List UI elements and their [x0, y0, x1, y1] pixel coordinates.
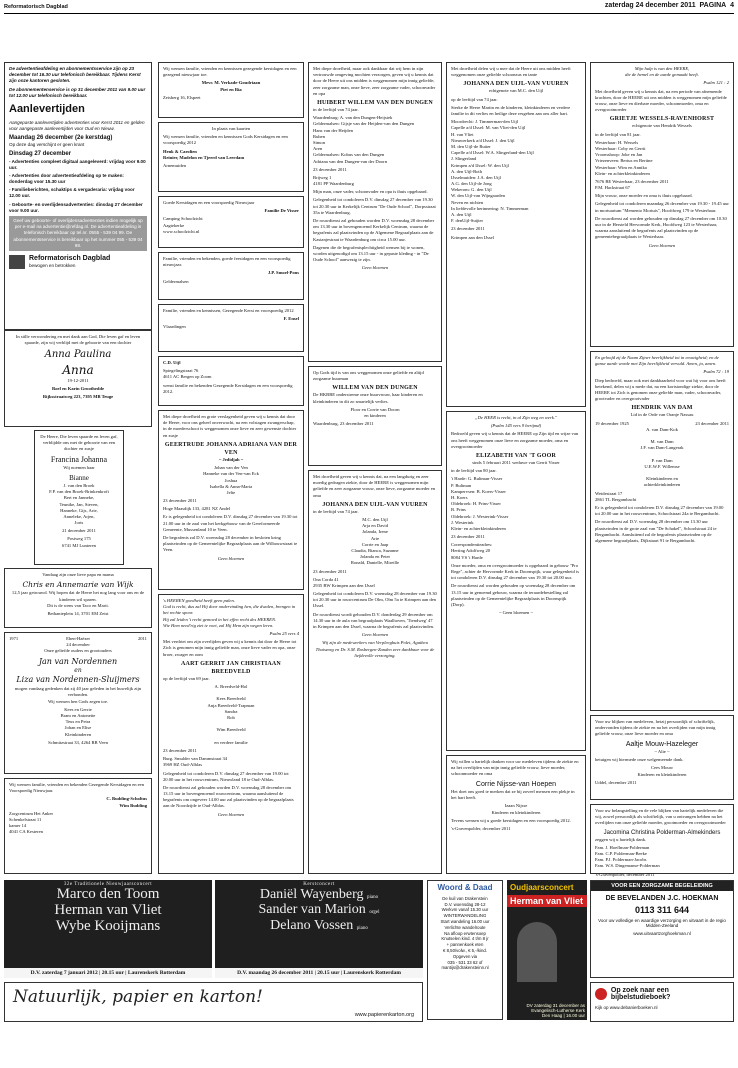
- papier-karton-ad: Natuurlijk, papier en karton! www.papierenkarton.org: [4, 982, 423, 1022]
- obituary-grietje: Mijn hulp is van den HEERE, die de hemel en de aarde gemaakt heeft. Psalm 121 : 2 Met droefheid geven wij u kennis dat, na een periode van afnemende krachten, door de HEERE uit ons midden is weggenomen mijn geliefde vrouw, onze lieve en dierbare moeder, schoonmoeder, oma en overgrootmoeder GRIETJE WESSELS-RAVENHORST echtgenote van Hendrik Wessels in de leeftijd van 81 jaar. Westerhaar: H. Wessels Westerhaar: Coby en Gerrit Vroomshoop: Joke en Jan Vriezenveen: Bertus en Bertine Westerhaar: Wim en Annika Klein- en achterkleinkinderen 7676 BE Westerhaar, 23 december 2011 P.M. Hackstraat 67 Mijn vrouw, onze moeder en oma is thuis opgebaard. Gelegenheid tot condoleren maandag 26 december van 19.30 - 19.45 uur in mortuarium "Memento Mortuis", Hoofdweg 179 te Westerhaar. De rouwdienst zal worden gehouden op dinsdag 27 december om 10.30 uur in de Hersteld Hervormde Kerk, Hoofdweg 123 te Westerhaar, waarna aansluitend de begrafenis zal plaatsvinden op de gemeentebegraafplaats te Westerhaar. Geen bloemen: [590, 62, 734, 347]
- obituary-aart: 's HEEREN goedheid heeft geen palen. God is recht, dus zal Hij door ondervinding hen, die dwalen, brengen in het rechte spoor. Hij zal leiden 't recht gemoed in het effen recht des HEEREN. Wie Hem need'rig ziet te voet, zal Hij Hem zijn wegen leren. Psalm 25 vers 4 Met verdriet om zijn overlijden geven wij u kennis dat door de Heere tot Zich is genomen mijn innig geliefde man, onze lieve vader en opa, onze broer, zwager en oom AART GERRIT JAN CHRISTIAAN BREEDVELD op de leeftijd van 69 jaar. A. Breedveld-Hol Kees Breedveld Anja Breedveld-Trapman Sandra Rob Wim Breedveld en verdere familie 23 december 2011 Burg. Smulder van Dammstraat 34 3969 HZ Oud-Alblas Gelegenheid tot condoleren D.V. dinsdag 27 december van 19.00 tot 20.00 uur in het rouwcentrum, Nieuwland 18 te Oud-Alblas. De rouwdienst zal gehouden worden D.V. woensdag 28 december om 13.15 uur in bovengenoemd rouwcentrum, waarna aansluitend de begrafenis om ongeveer 14.00 uur zal plaatsvinden op de begraafplaats aan de Noordzijde te Oud-Alblas. Geen bloemen: [158, 594, 304, 874]
- greeting-leerdam: In plaats van kaarten Wij wensen familie, vrienden en kennissen Gods Kerstdagen en een voorspoedig 2012 Henk & Carolien Reinier, Madelon en Tjeerd van Leerdam Arnemuiden: [158, 122, 304, 192]
- obituary-huibert: Met diepe droefheid, maar ook dankbaar dat wij hem in zijn vertrouwde omgeving mochten verzorgen, geven wij u kennis dat door de Heere uit ons midden is weggenomen mijn innig geliefde, zeer zorgzame man, onze lieve, zeer zorgzame vader, schoonvader en opa HUIBERT WILLEM VAN DEN DUNGEN in de leeftijd van 74 jaar. Waardenburg: A. van den Dungen-Heijstek Geldermalsen: Gijsje van der Heijden-van den Dungen Hans van der Heijden Ruben Simon Aren Geldermalsen: Kobus van den Dungen Adriana van den Dungen-van der Doorn 23 december 2011 Brijweg 1 4181 PP Waardenburg Mijn man, onze vader, schoonvader en opa is thuis opgebaard. Gelegenheid tot condoleren D.V. dinsdag 27 december van 19.30 tot 20.30 uur in Kerkelijk Centrum "De Oude School", Dorpsstraat 35a te Waardenburg. De rouwdienst zal gehouden worden D.V. woensdag 28 december om 13.30 uur in bovengenoemd Kerkelijk Centrum, waarna de begrafenis zal plaatsvinden op de Algemene Begraafplaats aan de Kastanjestraat te Waardenburg om circa 15.00 uur. Dagenen die de begrafenisplechtigheid wensen bij te wonen, worden uitgenodigd om 13.15 uur - in gepaste kleding - in "De Oude School" aanwezig te zijn. Geen bloemen: [308, 62, 442, 362]
- obituary-elizabeth: „De HEER is recht, in al Zijn weg en werk." (Psalm 145 vers 9 berijmd) Bedroefd geven wij u kennis dat de HEERE op Zijn tijd en wijze van ons heeft weggenomen onze lieve en zorgzame moeder, oma en overgrootmoeder ELIZABETH VAN 'T GOOR sinds 5 februari 2011 weduwe van Gerrit Visser in de leeftijd van 80 jaar. 't Harde: G. Bultman-Visser P. Bultman Kampervsen: B. Koers-Visser H. Koers Oldebroek: H. Prins-Visser B. Prins Oldebroek: J. Westerink-Visser J. Westerink Klein- en achterkleinkinderen 23 december 2011 Correspondentieadres: Herting Adolfweg 20 8084 VS 't Harde Onze moeder, oma en overgrootmoeder is opgebaard in gebouw "Pro Rege", achter de Hervormde Kerk in Doornspijk, waar gelegenheid is tot condoleren D.V. dinsdag 27 december van 19.30 tot 20.00 uur. De rouwdienst zal worden gehouden op woensdag 28 december om 13.15 uur in genoemd gebouw, waarna de teraardebestelling zal plaatsvinden op de Gemeentelijke Begraafplaats in Doornspijk (Dorp). ~ Geen bloemen ~: [446, 411, 586, 751]
- obituary-hendrik: En geloofd zij de Naam Zijner heerlijkheid tot in eeuwigheid; en de ganse aarde worde met Zijn heerlijkheid vervuld. Amen, ja, amen. Psalm 72 : 19 Diep bedroefd, maar ook met dankbaarheid voor wat hij voor ons heeft betekend, delen wij u mede dat, na een kortstondige ziekte, door de HEERE tot Zich is genomen onze geliefde man, vader, schoonvader, grootvader en overgrootvader HENDRIK VAN DAM Lid in de Orde van Oranje Nassau 19 december 1925 23 december 2011 A. van Dam-Kok M. van Dam J.F. van Dam-Langerak P. van Dam U.E.W.F. Willemse Kleinkinderen en achterkleinkinderen Weidestraat 17 2861 TL Bergambacht Er is gelegenheid tot condoleren D.V. dinsdag 27 december van 19.00 tot 20.00 uur in het rouwcentrum, Schoolstraat 24a te Bergambacht. De rouwdienst zal D.V. woensdag 28 december om 13.30 uur plaatsvinden in de grote zaal van "De Schakel", Schoolstraat 24 te Bergambacht. Aansluitend zal de begrafenis plaatsvinden op de algemene begraafplaats, Dijkstaart 91 te Bergambacht.: [590, 351, 734, 711]
- birth-francina: De Heere, Die leven spaarde en leven gaf, verblijdde ons met de geboorte van een dochter en zusje Francina Johanna Wij noemen haar Bianne J. van den Broek F.P. van den Broek-Brinkenkroft Bert en Janneke, Teunike, Jan, Steven, Hanneke, Gijs, Arie, Anneleke, Arjen, Joris 21 december 2011 Postweg 175 6741 MJ Lunteren: [34, 430, 124, 565]
- greeting-ensel: Familie, vrienden en kennissen, Gezegende Kerst en voorspoedig 2012 F. Ensel Vlaardingen: [158, 304, 304, 352]
- obituary-johanna-family: Met droefheid delen wij u mee dat de Heere uit ons midden heeft weggenomen onze geliefde schoonzus en tante JOHANNA DEN UIJL-VAN VUUREN echtgenote van M.C. den Uijl op de leeftijd van 74 jaar. Sterke de Heere Martin en de kinderen, kleinkinderen en verdere familie in dit verlies en heilige deze resgeben aan ons aller hart. Moordrecht: J. Timmerman-den Uijl Capelle a/d IJssel: M. van Vliet-den Uijl H. van Vliet Nieuwerkerk a/d IJssel: J. den Uijl M. den Uijl-de Ruiter Capelle a/d IJssel: W.A. Slingerland-den Uijl J. Slingerland Krimpen a/d IJssel: W. den Uijl A. den Uijl-Both IJsselmuiden: J.A. den Uijl A.G. den Uijl-de Jong Wekerom: G. den Uijl W. den Uijl-van Wijngaarden Neven en nichten In liefdevolle herinnering: N. Timmerman A. den Uijl F. denUijl-Sutjter 23 december 2011 Krimpen aan den IJssel: [446, 62, 586, 407]
- portrait-image: [517, 922, 557, 982]
- greeting-devisser: Goede Kerstdagen en een voorspoedig Nieuwjaar Familie De Visser Camping Schoolzicht Aagtekerke www.schoolzicht.nl: [158, 196, 304, 248]
- anniversary-chris: Vandaag zijn onze lieve papa en mama Chris en Annemarie van Wijk 12,5 jaar getrouwd. Wij hopen dat de Heere het nog lang voor ons en de kinderen wil sparen. Dit is de wens van Taco en Marit. Bethanieplein 14, 3701 EM Zeist: [4, 568, 152, 628]
- gray-note: Geef uw geboorte- of overlijdensadvertenties indien mogelijk op per e-mail na advertentie@refdag.nl. De advertentieafdeling is telefonisch bereikbaar op tel.nr. 0555 - 539 04 99. De abonnementsservice is bereikbaar op het nummer 055 - 539 04 98.: [9, 216, 147, 251]
- logo-icon: [9, 255, 25, 269]
- woord-daad-logo: Woord & Daad: [437, 883, 493, 892]
- service-notice: De advertentieafdeling en abonnementsservice zijn op 23 december tot 16.30 uur telefonisch bereikbaar. Tijdens Kerst zijn onze kantoren gesloten. De abonnementenservice is op 31 december 2011 van 9.00 uur tot 12.00 uur telefonisch bereikbaar. Aanlevertijden Aangepaste aanlevertijden advertenties voor Kerst 2011 en gelden voor aangepaste aanlevertijden voor Oud en Nieuw. Maandag 26 december (2e kerstdag) Op deze dag verschijnt er geen krant Dinsdag 27 december - Advertenties compleet digitaal aangeleverd: vrijdag voor 9.00 uur. - Advertenties door advertentieafdeling op te maken: donderdag voor 15.30 uur - Familieberichten, schaktips & vergaderaria: vrijdag voor 12.00 uur. - Geboorte- en overlijdensadvertenties: dinsdag 27 december voor 9.00 uur. Geef uw geboorte- of overlijdensadvertenties indien mogelijk op per e-mail na advertentie@refdag.nl. De advertentieafdeling is telefonisch bereikbaar op tel.nr. 0555 - 539 04 99. De abonnementsservice is bereikbaar op het nummer 055 - 539 04 98. Reformatorisch Dagblad bewogen en betrokken: [4, 62, 152, 330]
- thanks-aaltje: Voor uw blijken van medeleven, hetzij persoonlijk of schriftelijk, ondervonden tijdens de ziekte en na het overlijden van mijn innig geliefde vrouw, onze lieve moeder en oma Aaltje Mouw-Hazeleger ~ Alie ~ betuigen wij hiermede onze welgemeende dank. Cees Mouw Kinderen en kleinkinderen Uddel, december 2011: [590, 715, 734, 800]
- greeting-smoel: Familie, vrienden en bekenden, goede feestdagen en een voorspoedig nieuwjaar. J.P. Smoel-Pons Geldermalsen: [158, 252, 304, 300]
- greeting-uijl: C.D. Uijl Spiegelingstraat 76 4611 AC Bergen op Zoom wenst familie en bekenden Gezegende Kerstdagen en een voorspoedig 2012.: [158, 356, 304, 406]
- anniversary-jan: 1971 Eben-Haëzer 24 december 2011 Onze geliefde ouders en grootouders Jan van Nordennen en Liza van Nordennen-Sluijmers mogen vandaag gedenken dat zij 40 jaar geleden in het huwelijk zijn verbonden. Wij wensen hen Gods zegen toe. Kees en Gerrie Bram en Antonette Teus en Petra Johan en Elise Kleinkinderen Schmitzstraat 33, 4264 RB Veen: [4, 632, 152, 774]
- oudjaar-concert-ad: Oudjaarsconcert Herman van Vliet DV zaterdag 31 december as Evangelisch-Lutherse Kerk Den Haag | 16.00 uur: [507, 880, 587, 1020]
- obituary-geertrude: Met diepe droefheid en grote verslagenheid geven wij u kennis dat door de Heere, voor ons geheel onverwacht, na een volstagen zwangerschap, in de moederschoot is weggenomen onze lieve en zeer gewenste dochter en zusje GEERTRUDE JOHANNA ADRIANA VAN DER VEN ~ Jedidjah ~ Johan van der Ven Hanneke van der Ven-van Eck Joshua Isabella & Anna-Maria Jelte 23 december 2011 Hoge Maasdijk 133, 4281 NZ Andel Er is gelegenheid tot condoleren D.V. dinsdag 27 december van 19.30 tot 21.00 uur in de zaal van het kerkgebouw van de Gereformeerde Gemeente, Mussenland 10 te Veen. De begrafenis zal D.V. woensdag 28 december in besloten kring plaatsvinden op de Gemeentelijke Begraafplaats aan de Wilbouwstraat te Veen. Geen bloemen: [158, 410, 304, 590]
- bijbelstudie-ad: Op zoek naar een bijbelstudieboek? Kijk op www.debanierboeken.nl: [590, 982, 734, 1022]
- aanlever-title: Aanlevertijden: [9, 102, 85, 115]
- woord-daad-ad: Woord & Daad De kuil van Drakenstein D.V. woensdag 28-12 Werkvm vanaf 15.30 uur WINTERWANDELING Start wandeling 16.00 uur Verlichte wandelroute Na afloop erwtensoep Knutselen kind. 4 t/m 8 jr + pannenkoek eten € 8,50/volw., € 5,-/kind. Opgeven via 035 - 531 33 62 of mantijs@drakensteinn.nl: [427, 880, 503, 1020]
- obituary-johanna: Met droefheid geven wij u kennis dat, na een langdurig en zeer moedig gedragen ziekte, door de HEERE is weggenomen mijn geliefde en zeer zorgzame vrouw, onze lieve, zorgzame moeder en oma JOHANNA DEN UIJL-VAN VUUREN in de leeftijd van 74 jaar. M.C. den Uijl Arja en David Jolanda, Irene Arie Corrie en Jaap Claudia, Bianca, Suzanne Jolanda en Peter Ronald, Danielle, Mireille 23 december 2011 Ona Corda 41 2935 BW Krimpen aan den IJssel Gelegenheid tot condoleren D.V. woensdag 28 december van 19.30 tot 20.30 uur in rouwcentrum De Olm, Olm 5a te Krimpen aan den IJssel. De rouwdienst wordt gehouden D.V. donderdag 29 december om 14.30 uur in de aula van begraafplaats Waalhoven, 'Tiendweg' 47 in Krimpen aan den IJssel, waarna de begrafenis zal plaatsvinden. Geen bloemen Wij zijn de medewerkers van Verpleeghuis Polet, Agatheu Thuiszorg en Dr. S.M. Rosbergen-Zanden zeer dankbaar voor de liefdevolle verzorging.: [308, 470, 442, 874]
- thanks-jacomina: Voor uw belangstelling en de vele blijken van hartelijk medeleven die wij, zowel persoonlijk als schriftelijk, van u ontvangen hebben na het overlijden van onze geliefde moeder, grootmoeder en overgrootmoeder Jacomina Christina Polderman-Almekinders zeggen wij u hartelijk dank. Fam. J. Hoeflman-Polderman Fam. C.P. Polderman-Beeke Fam. P.J. Polderman-Jacobs Fam. W.S. Dingemanse-Polderman 's-Gravenpolder, december 2011: [590, 804, 734, 874]
- thanks-corrie: Wij willen u hartelijk danken voor uw medeleven tijdens de ziekte en na het overlijden van mijn innig geliefde vrouw, lieve moeder, schoonmoeder en oma Corrie Nijsse-van Hoepen Het doet ons goed te merken dat ze bij zoveel mensen een plekje in het hart heeft. Izaan Nijsse Kinderen en kleinkinderen Tevens wensen wij u goede kerstdagen en een voorspoedig 2012. 's-Gravenpolder, december 2011: [446, 755, 586, 874]
- birth-anna: In stille verwondering en met dank aan God, Die leven gaf en leven spaarde, zijn wij verblijd met de geboorte van een dochter Anna Paulina Anna 19-12-2011 Roel en Karin Groothedde Rijksstraatweg 223, 7395 MB Teuge: [4, 330, 152, 427]
- newspaper-name: Reformatorisch Dagblad: [4, 4, 68, 10]
- uitvaart-ad: VOOR EEN ZORGZAME BEGELEIDING DE BEVELANDEN J.C. HOEKMAN 0113 311 644 Voor uw volledige en waardige verzorging en uitvaart in de regio Midden-Zeeland www.uitvaartzorghoekman.nl: [590, 880, 734, 978]
- greeting-budding: Wij wensen familie, vrienden en bekenden Gezegende Kerstdagen en een Voorspoedig Nieuwjaar. C. Budding-Scholtus Wim Budding Zorgcentrum Het Anker Schenkelstraat 11 kamer 14 4041 CA Kesteren: [4, 778, 152, 874]
- greeting-verkade: Wij wensen familie, vrienden en kennissen gezegende kerstdagen en een gezegend nieuwjaar toe. Mevr. M. Verkade-Goudriaan Piet en Ria Zeisberg 16, Elspeet: [158, 62, 304, 118]
- concert-ad-nieuwjaar: 32e Traditionele Nieuwjaarsconcert Marco den Toom Herman van Vliet Wybe Kooijmans D.V. zaterdag 7 januari 2012 | 20.15 uur | Laurenskerk Rotterdam: [4, 880, 212, 978]
- page-meta: zaterdag 24 december 2011 PAGINA 4: [604, 2, 734, 9]
- page-header: [4, 2, 734, 14]
- rd-logo: Reformatorisch Dagblad bewogen en betrokken: [9, 254, 147, 270]
- search-icon: [595, 988, 607, 1000]
- obituary-willem: Op Gods tijd is van ons weggenomen onze geliefde en altijd zorgzame buurman WILLEM VAN DEN DUNGEN De HKBBE onderstreme onze buurvrouw, haar kinderen en kleinkinderen in dit zo smartelijk verlies. Floor en Corrie van Doorn en kinderen Waardenburg, 23 december 2011: [308, 366, 442, 466]
- concert-ad-kerst: Kerstconcert Daniël Wayenberg piano Sander van Marion orgel Delano Vossen piano D.V. maandag 26 december 2011 | 20.15 uur | Laurenskerk Rotterdam: [215, 880, 423, 978]
